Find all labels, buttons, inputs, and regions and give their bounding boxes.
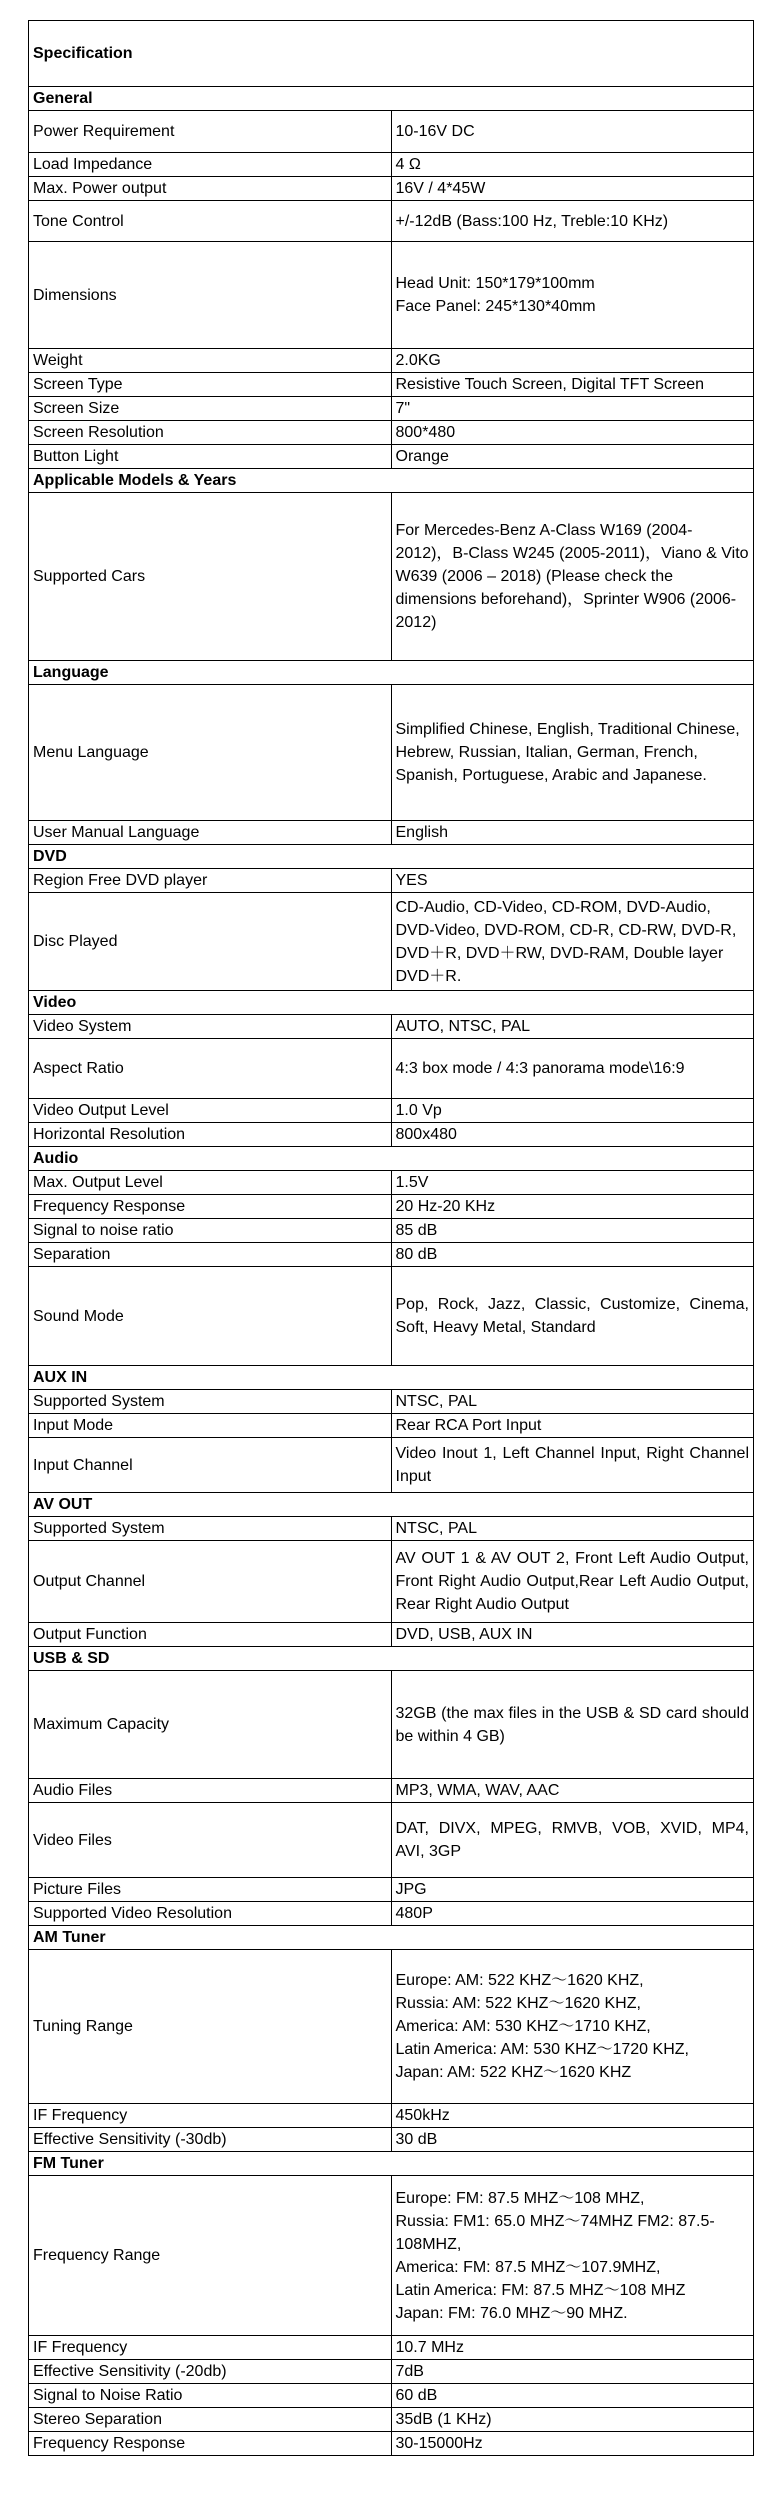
spec-table: [28, 20, 754, 2456]
spec-value: 10-16V DC: [391, 111, 754, 153]
section-heading: USB & SD: [29, 1647, 754, 1671]
spec-value: 30-15000Hz: [391, 2432, 754, 2456]
spec-value: 480P: [391, 1902, 754, 1926]
spec-value: Europe: FM: 87.5 MHZ～108 MHZ, Russia: FM1: 65.0 MHZ～74MHZ FM2: 87.5-108MHZ, America: FM: 87.5 MHZ～107.9MHZ, Latin America: FM: 87.5 MHZ～108 MHZ Japan: FM: 76.0 MHZ～90 MHZ.: [391, 2176, 754, 2336]
spec-value: Pop, Rock, Jazz, Classic, Customize, Cinema, Soft, Heavy Metal, Standard: [391, 1267, 754, 1366]
spec-label: IF Frequency: [29, 2104, 392, 2128]
section-heading: Language: [29, 661, 754, 685]
spec-value: 10.7 MHz: [391, 2336, 754, 2360]
spec-label: Power Requirement: [29, 111, 392, 153]
spec-value: Head Unit: 150*179*100mm Face Panel: 245*130*40mm: [391, 242, 754, 349]
spec-label: Region Free DVD player: [29, 869, 392, 893]
spec-value: 60 dB: [391, 2384, 754, 2408]
spec-value: AUTO, NTSC, PAL: [391, 1015, 754, 1039]
spec-value: English: [391, 821, 754, 845]
spec-value: 16V / 4*45W: [391, 177, 754, 201]
spec-label: Frequency Range: [29, 2176, 392, 2336]
spec-value: 1.0 Vp: [391, 1099, 754, 1123]
spec-value: Orange: [391, 445, 754, 469]
spec-label: Dimensions: [29, 242, 392, 349]
spec-label: Separation: [29, 1243, 392, 1267]
spec-value: AV OUT 1 & AV OUT 2, Front Left Audio Output, Front Right Audio Output,Rear Left Audio Output, Rear Right Audio Output: [391, 1541, 754, 1623]
spec-value: 30 dB: [391, 2128, 754, 2152]
section-heading: Audio: [29, 1147, 754, 1171]
spec-label: Button Light: [29, 445, 392, 469]
spec-value: 32GB (the max files in the USB & SD card should be within 4 GB): [391, 1671, 754, 1779]
spec-value: 35dB (1 KHz): [391, 2408, 754, 2432]
spec-label: Screen Type: [29, 373, 392, 397]
spec-label: Effective Sensitivity (-20db): [29, 2360, 392, 2384]
spec-label: Output Channel: [29, 1541, 392, 1623]
spec-label: Video System: [29, 1015, 392, 1039]
spec-value: Simplified Chinese, English, Traditional Chinese, Hebrew, Russian, Italian, German, French, Spanish, Portuguese, Arabic and Japanese.: [391, 685, 754, 821]
spec-label: Menu Language: [29, 685, 392, 821]
spec-value: JPG: [391, 1878, 754, 1902]
spec-label: Sound Mode: [29, 1267, 392, 1366]
spec-label: Input Mode: [29, 1414, 392, 1438]
spec-value: YES: [391, 869, 754, 893]
spec-value: Rear RCA Port Input: [391, 1414, 754, 1438]
spec-value: Europe: AM: 522 KHZ～1620 KHZ, Russia: AM: 522 KHZ～1620 KHZ, America: AM: 530 KHZ～1710 KHZ, Latin America: AM: 530 KHZ～1720 KHZ, Japan: AM: 522 KHZ～1620 KHZ: [391, 1950, 754, 2104]
spec-value: 7": [391, 397, 754, 421]
spec-value: Resistive Touch Screen, Digital TFT Screen: [391, 373, 754, 397]
spec-label: Supported Video Resolution: [29, 1902, 392, 1926]
spec-value: 7dB: [391, 2360, 754, 2384]
spec-label: Weight: [29, 349, 392, 373]
spec-value: Video Inout 1, Left Channel Input, Right Channel Input: [391, 1438, 754, 1493]
spec-label: Screen Size: [29, 397, 392, 421]
spec-value: NTSC, PAL: [391, 1390, 754, 1414]
spec-label: Tuning Range: [29, 1950, 392, 2104]
spec-label: IF Frequency: [29, 2336, 392, 2360]
spec-value: 85 dB: [391, 1219, 754, 1243]
section-heading: DVD: [29, 845, 754, 869]
spec-value: NTSC, PAL: [391, 1517, 754, 1541]
spec-label: Output Function: [29, 1623, 392, 1647]
section-heading: AM Tuner: [29, 1926, 754, 1950]
spec-label: Signal to Noise Ratio: [29, 2384, 392, 2408]
spec-value: For Mercedes-Benz A-Class W169 (2004-2012)，B-Class W245 (2005-2011)，Viano & Vito W639 (2006 – 2018) (Please check the dimensions beforehand)，Sprinter W906 (2006-2012): [391, 493, 754, 661]
spec-value: 450kHz: [391, 2104, 754, 2128]
spec-value: 80 dB: [391, 1243, 754, 1267]
spec-document: [28, 20, 754, 2456]
section-heading: Video: [29, 991, 754, 1015]
spec-value: 20 Hz-20 KHz: [391, 1195, 754, 1219]
spec-value: 2.0KG: [391, 349, 754, 373]
spec-label: User Manual Language: [29, 821, 392, 845]
spec-label: Maximum Capacity: [29, 1671, 392, 1779]
spec-label: Input Channel: [29, 1438, 392, 1493]
page-title: Specification: [29, 21, 754, 87]
spec-label: Video Files: [29, 1803, 392, 1878]
spec-value: 800x480: [391, 1123, 754, 1147]
spec-label: Effective Sensitivity (-30db): [29, 2128, 392, 2152]
spec-label: Max. Power output: [29, 177, 392, 201]
spec-label: Supported Cars: [29, 493, 392, 661]
spec-value: +/-12dB (Bass:100 Hz, Treble:10 KHz): [391, 201, 754, 242]
spec-label: Supported System: [29, 1390, 392, 1414]
spec-label: Picture Files: [29, 1878, 392, 1902]
section-heading: Applicable Models & Years: [29, 469, 754, 493]
spec-value: 4 Ω: [391, 153, 754, 177]
spec-value: DVD, USB, AUX IN: [391, 1623, 754, 1647]
section-heading: General: [29, 87, 754, 111]
spec-label: Load Impedance: [29, 153, 392, 177]
spec-label: Frequency Response: [29, 1195, 392, 1219]
spec-label: Disc Played: [29, 893, 392, 991]
section-heading: AUX IN: [29, 1366, 754, 1390]
spec-label: Horizontal Resolution: [29, 1123, 392, 1147]
spec-value: 800*480: [391, 421, 754, 445]
section-heading: AV OUT: [29, 1493, 754, 1517]
spec-label: Video Output Level: [29, 1099, 392, 1123]
spec-value: 1.5V: [391, 1171, 754, 1195]
spec-value: 4:3 box mode / 4:3 panorama mode\16:9: [391, 1039, 754, 1099]
spec-label: Max. Output Level: [29, 1171, 392, 1195]
spec-label: Aspect Ratio: [29, 1039, 392, 1099]
spec-label: Signal to noise ratio: [29, 1219, 392, 1243]
spec-value: MP3, WMA, WAV, AAC: [391, 1779, 754, 1803]
spec-label: Screen Resolution: [29, 421, 392, 445]
section-heading: FM Tuner: [29, 2152, 754, 2176]
spec-label: Tone Control: [29, 201, 392, 242]
spec-label: Stereo Separation: [29, 2408, 392, 2432]
spec-value: CD-Audio, CD-Video, CD-ROM, DVD-Audio, DVD-Video, DVD-ROM, CD-R, CD-RW, DVD-R, DVD＋R, DVD＋RW, DVD-RAM, Double layer DVD＋R.: [391, 893, 754, 991]
spec-label: Audio Files: [29, 1779, 392, 1803]
spec-label: Supported System: [29, 1517, 392, 1541]
spec-value: DAT, DIVX, MPEG, RMVB, VOB, XVID, MP4, AVI, 3GP: [391, 1803, 754, 1878]
spec-label: Frequency Response: [29, 2432, 392, 2456]
